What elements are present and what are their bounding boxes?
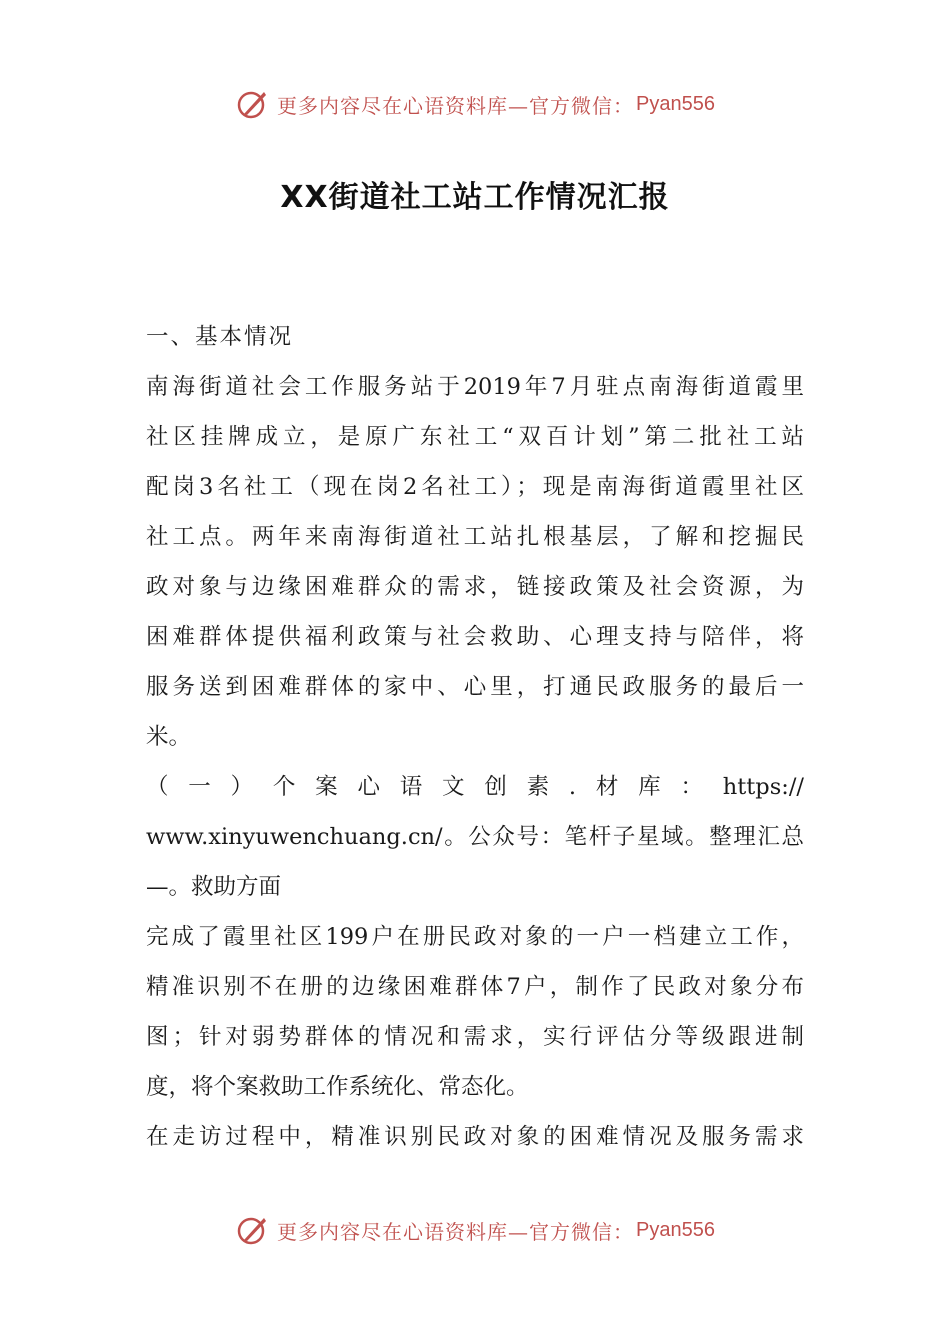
section-heading: 一、基本情况: [146, 324, 294, 350]
document-body: [146, 312, 804, 1162]
paragraph-line: 完成了霞里社区199户在册民政对象的一户一档建立工作，: [146, 924, 804, 950]
paragraph-line: 社区挂牌成立，是原广东社工“双百计划”第二批社工站: [146, 424, 804, 450]
paragraph-line: 度，将个案救助工作系统化、常态化。: [146, 1074, 529, 1100]
banner-wechat-id: Pyan556: [636, 1218, 715, 1241]
paragraph-line: 在走访过程中，精准识别民政对象的困难情况及服务需求: [146, 1124, 804, 1150]
header-banner: [0, 82, 950, 126]
paragraph-line: 米。: [146, 724, 192, 750]
paragraph-line: 配岗3名社工（现在岗2名社工）；现是南海街道霞里社区: [146, 474, 804, 500]
page-title: XX街道社工站工作情况汇报: [280, 180, 670, 215]
paragraph-line: 图；针对弱势群体的情况和需求，实行评估分等级跟进制: [146, 1024, 804, 1050]
paragraph-line: 南海街道社会工作服务站于2019年7月驻点南海街道霞里: [146, 374, 804, 400]
subsection-heading-line: www.xinyuwenchuang.cn/。公众号：笔杆子星域。整理汇总: [146, 824, 804, 850]
paragraph-line: 困难群体提供福利政策与社会救助、心理支持与陪伴，将: [146, 624, 804, 650]
paragraph-line: 政对象与边缘困难群众的需求，链接政策及社会资源，为: [146, 574, 804, 600]
paragraph-line: 服务送到困难群体的家中、心里，打通民政服务的最后一: [146, 674, 804, 700]
quill-logo-icon: [235, 1212, 271, 1248]
banner-text: 更多内容尽在心语资料库—官方微信：: [277, 1219, 635, 1244]
footer-banner: [0, 1208, 950, 1252]
subsection-heading-line: （一）个案心语文创素.材库：https://: [146, 774, 804, 800]
banner-text: 更多内容尽在心语资料库—官方微信：: [277, 93, 635, 118]
quill-logo-icon: [235, 86, 271, 122]
subsection-heading-line: —。救助方面: [146, 874, 282, 900]
banner-wechat-id: Pyan556: [636, 92, 715, 115]
paragraph-line: 社工点。两年来南海街道社工站扎根基层，了解和挖掘民: [146, 524, 804, 550]
paragraph-line: 精准识别不在册的边缘困难群体7户，制作了民政对象分布: [146, 974, 804, 1000]
